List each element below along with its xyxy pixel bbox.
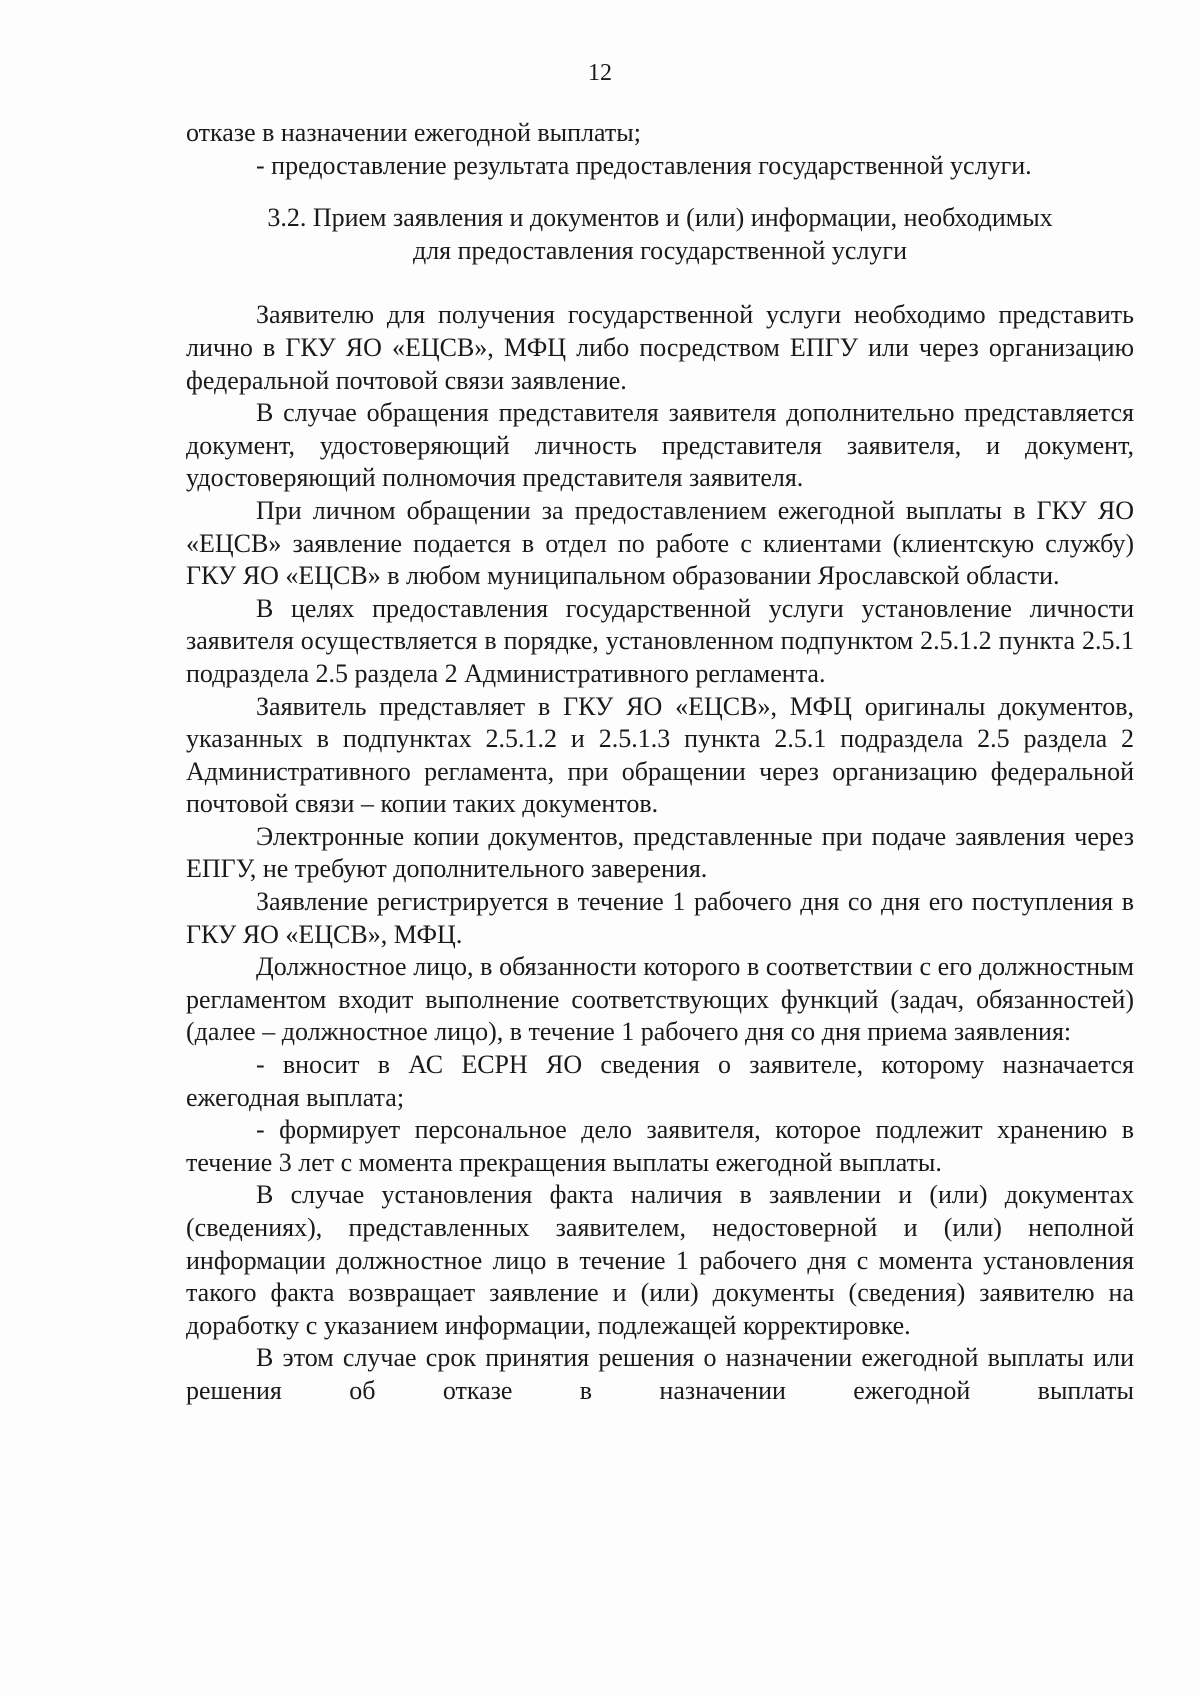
section-heading-line: для предоставления государственной услуги: [412, 235, 908, 265]
paragraph: В случае установления факта наличия в заявлении и (или) документах (сведениях), представленных заявителем, недостоверной и (или) неполной информации должностное лицо в течение 1 рабочего дня с момента установления такого факта возвращает заявление и (или) документы (сведения) заявителю на доработку с указанием информации, подлежащей корректировке.: [186, 1180, 1134, 1340]
page-number: 12: [588, 60, 612, 86]
paragraph: В целях предоставления государственной услуги установление личности заявителя осуществляется в порядке, установленном подпунктом 2.5.1.2 пункта 2.5.1 подраздела 2.5 раздела 2 Административного регламента.: [186, 593, 1134, 688]
paragraph: В случае обращения представителя заявителя дополнительно представляется документ, удостоверяющий личность представителя заявителя, и документ, удостоверяющий полномочия представителя заявителя.: [186, 398, 1134, 493]
paragraph: Должностное лицо, в обязанности которого в соответствии с его должностным регламентом входит выполнение соответствующих функций (задач, обязанностей) (далее – должностное лицо), в течение 1 рабочего дня со дня приема заявления:: [186, 952, 1134, 1047]
text-line: - предоставление результата предоставления государственной услуги.: [256, 150, 1032, 180]
section-heading: [186, 202, 1134, 267]
list-item: - вносит в АС ЕСРН ЯО сведения о заявителе, которому назначается ежегодная выплата;: [186, 1050, 1134, 1112]
section-heading-line: 3.2. Прием заявления и документов и (или) информации, необходимых: [267, 203, 1053, 233]
document-body: [186, 117, 1134, 1408]
paragraph: Заявление регистрируется в течение 1 рабочего дня со дня его поступления в ГКУ ЯО «ЕЦСВ», МФЦ.: [186, 887, 1134, 949]
paragraph: Заявителю для получения государственной услуги необходимо представить лично в ГКУ ЯО «ЕЦСВ», МФЦ либо посредством ЕПГУ или через организацию федеральной почтовой связи заявление.: [186, 300, 1134, 395]
list-item: - формирует персональное дело заявителя, которое подлежит хранению в течение 3 лет с момента прекращения выплаты ежегодной выплаты.: [186, 1115, 1134, 1177]
paragraph: В этом случае срок принятия решения о назначении ежегодной выплаты или решения об отказе в назначении ежегодной выплаты: [186, 1343, 1134, 1405]
text-line: отказе в назначении ежегодной выплаты;: [186, 118, 641, 147]
paragraph: Заявитель представляет в ГКУ ЯО «ЕЦСВ», МФЦ оригиналы документов, указанных в подпунктах 2.5.1.2 и 2.5.1.3 пункта 2.5.1 подраздела 2.5 раздела 2 Административного регламента, при обращении через организацию федеральной почтовой связи – копии таких документов.: [186, 691, 1134, 819]
paragraph: Электронные копии документов, представленные при подаче заявления через ЕПГУ, не требуют дополнительного заверения.: [186, 821, 1134, 884]
paragraph: При личном обращении за предоставлением ежегодной выплаты в ГКУ ЯО «ЕЦСВ» заявление подается в отдел по работе с клиентами (клиентскую службу) ГКУ ЯО «ЕЦСВ» в любом муниципальном образовании Ярославской области.: [186, 495, 1134, 591]
